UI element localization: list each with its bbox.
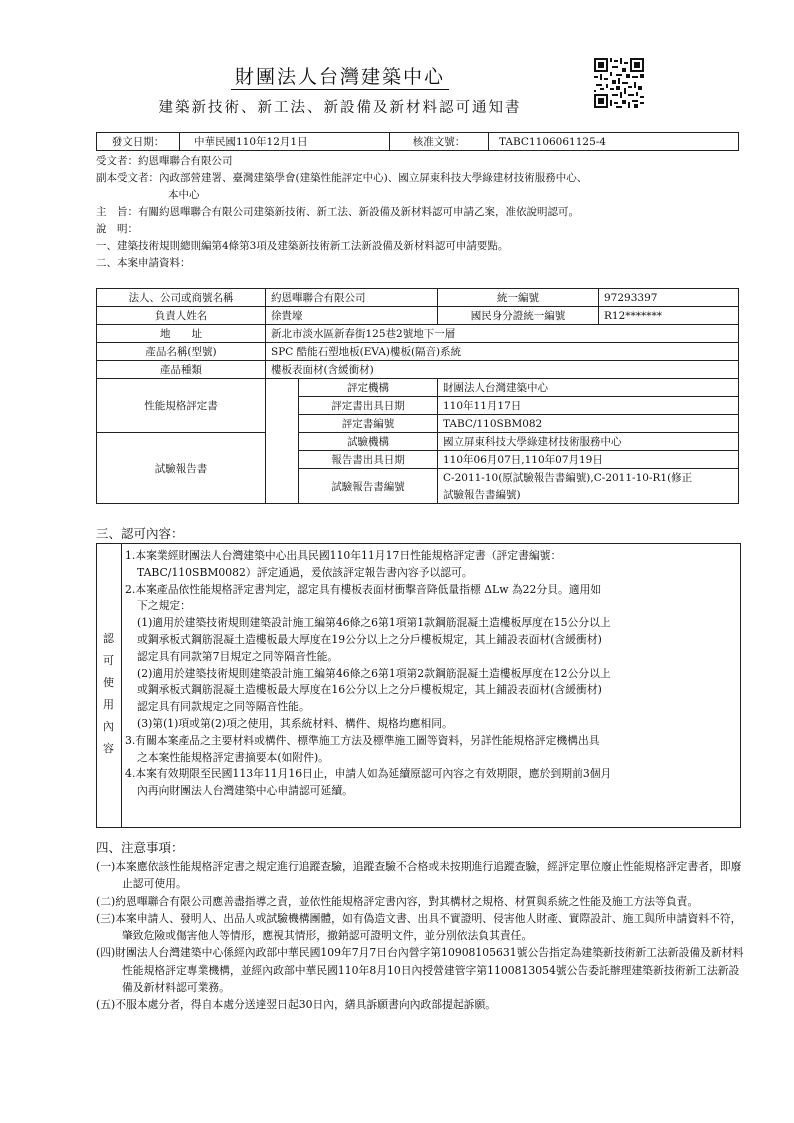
id-label: 國民身分證統一編號 xyxy=(438,307,599,325)
company-name: 約恩嗶聯合有限公司 xyxy=(266,289,438,307)
qr-code-icon xyxy=(594,58,644,108)
notes-heading: 四、注意事項： xyxy=(96,840,184,855)
test-no-line-2: 試驗報告書編號) xyxy=(438,486,739,504)
test-date-label: 報告書出具日期 xyxy=(299,451,438,469)
explanation-item-1: 一、建築技術規則總則編第4條第3項及建築新技術新工法新設備及新材料認可申請要點。 xyxy=(96,240,509,252)
product-label: 產品名稱(型號) xyxy=(97,343,266,361)
test-org-label: 試驗機構 xyxy=(299,433,438,451)
product-type: 樓板表面材(含緩衝材) xyxy=(266,361,739,379)
perf-org-label: 評定機構 xyxy=(299,379,438,397)
id-number: R12******* xyxy=(599,307,739,325)
address: 新北市淡水區新春街125巷2號地下一層 xyxy=(266,325,739,343)
approval-no: TABC1106061125-4 xyxy=(489,133,739,151)
approval-no-label: 核准文號： xyxy=(390,133,489,151)
product-name: SPC 酷能石塑地板(EVA)樓板(隔音)系統 xyxy=(266,343,739,361)
recipient: 受文者：約恩嗶聯合有限公司 xyxy=(96,155,233,167)
org-title: 財團法人台灣建築中心 xyxy=(0,62,680,89)
document-title: 建築新技術、新工法、新設備及新材料認可通知書 xyxy=(158,100,522,116)
company-name-label: 法人、公司或商號名稱 xyxy=(97,289,266,307)
issue-date: 中華民國110年12月1日 xyxy=(180,133,390,151)
perf-date: 110年11月17日 xyxy=(438,397,739,415)
test-no-label: 試驗報告書編號 xyxy=(299,469,438,504)
subject: 主 旨：有關約恩嗶聯合有限公司建築新技術、新工法、新設備及新材料認可申請乙案，准依說明認可。 xyxy=(96,206,579,218)
perf-org: 財團法人台灣建築中心 xyxy=(438,379,739,397)
test-org: 國立屏東科技大學綠建材技術服務中心 xyxy=(438,433,739,451)
test-no-line-1: C-2011-10(原試驗報告書編號),C-2011-10-R1(修正 xyxy=(438,469,739,487)
explanation-label: 說 明： xyxy=(96,223,138,235)
address-label: 地 址 xyxy=(97,325,266,343)
test-report-label: 試驗報告書 xyxy=(97,433,266,504)
issue-info-table xyxy=(96,132,739,151)
owner-label: 負責人姓名 xyxy=(97,307,266,325)
owner-name: 徐貴壕 xyxy=(266,307,438,325)
note-3: (三)本案申請人、發明人、出品人或試驗機構團體，如有偽造文書、出具不實證明、侵害他人財產、實際設計、施工與所申請資料不符，肇致危險或傷害他人等情形，應視其情形，撤銷認可證明文件，並分別依法負其責任。 xyxy=(96,911,742,943)
notes-list xyxy=(96,858,746,1014)
uniform-no: 97293397 xyxy=(599,289,739,307)
perf-no-label: 評定書編號 xyxy=(299,415,438,433)
perf-eval-label: 性能規格評定書 xyxy=(97,379,266,433)
approval-text: 1.本案業經財團法人台灣建築中心出具民國110年11月17日性能規格評定書（評定書編號： TABC/110SBM0082）評定通過，爰依該評定報告書內容予以認可。 2.本案產品依性能規格評定書判定，認定具有樓板表面材衝擊音降低量指標 ΔLw 為22分貝。適用如 下之規定： (1)適用於建築技術規則建築設計施工編第46條之6第1項第1款鋼筋混凝土造樓板厚度在15公分以上 或鋼承板式鋼筋混凝土造樓板最大厚度在19公分以上之分戶樓板規定，其上鋪設表面材(含緩衝材) 認定具有同款第7目規定之同等隔音性能。 (2)適用於建築技術規則建築設計施工編第46條之6第1項第2款鋼筋混凝土造樓板厚度在12公分以上 或鋼承板式鋼筋混凝土造樓板最大厚度在16公分以上之分戶樓板規定，其上鋪設表面材(含緩衝材) 認定具有同款規定之同等隔音性能。 (3)第(1)項或第(2)項之使用，其系統材料、構件、規格均應相同。 3.有關本案產品之主要材料或構件、標準施工方法及標準施工圖等資料，另詳性能規格評定機構出具 之本案性能規格評定書摘要本(如附件)。 4.本案有效期限至民國113年11月16日止，申請人如為延續原認可內容之有效期限，應於到期前3個月 內再向財團法人台灣建築中心申請認可延續。 xyxy=(125,549,612,798)
note-5: (五)不服本處分者，得自本處分送達翌日起30日內，繕具訴願書向內政部提起訴願。 xyxy=(96,998,497,1012)
note-1: (一)本案應依該性能規格評定書之規定進行追蹤查驗，追蹤查驗不合格或未按期進行追蹤查驗，經評定單位廢止性能規格評定書者，即廢止認可使用。 xyxy=(96,860,742,891)
application-table xyxy=(96,288,739,504)
issue-date-label: 發文日期： xyxy=(97,133,180,151)
cc-recipients: 副本受文者：內政部營建署、臺灣建築學會(建築性能評定中心)、國立屏東科技大學綠建材技術服務中心、 xyxy=(96,172,588,184)
approval-side-label: 認 可 使 用 內 容 xyxy=(97,544,122,827)
explanation-item-2: 二、本案申請資料： xyxy=(96,257,191,269)
approval-content-box xyxy=(96,543,741,828)
product-type-label: 產品種類 xyxy=(97,361,266,379)
recipient-block xyxy=(96,153,736,272)
note-2: (二)約恩嗶聯合有限公司應善盡指導之責，並依性能規格評定書內容，對其構材之規格、材質與系統之性能及施工方法等負責。 xyxy=(96,894,699,908)
uniform-no-label: 統一編號 xyxy=(438,289,599,307)
perf-no: TABC/110SBM082 xyxy=(438,415,739,433)
perf-date-label: 評定書出具日期 xyxy=(299,397,438,415)
cc-recipients-cont: 本中心 xyxy=(168,189,200,201)
note-4: (四)財團法人台灣建築中心係經內政部中華民國109年7月7日台內營字第10908105631號公告指定為建築新技術新工法新設備及新材料性能規格評定專業機構，並經內政部中華民國110年8月10日內授營建管字第1100813054號公告委託辦理建築新技術新工法新設備及新材料認可業務。 xyxy=(96,946,744,995)
approval-heading: 三、認可內容： xyxy=(96,526,184,541)
test-date: 110年06月07日,110年07月19日 xyxy=(438,451,739,469)
